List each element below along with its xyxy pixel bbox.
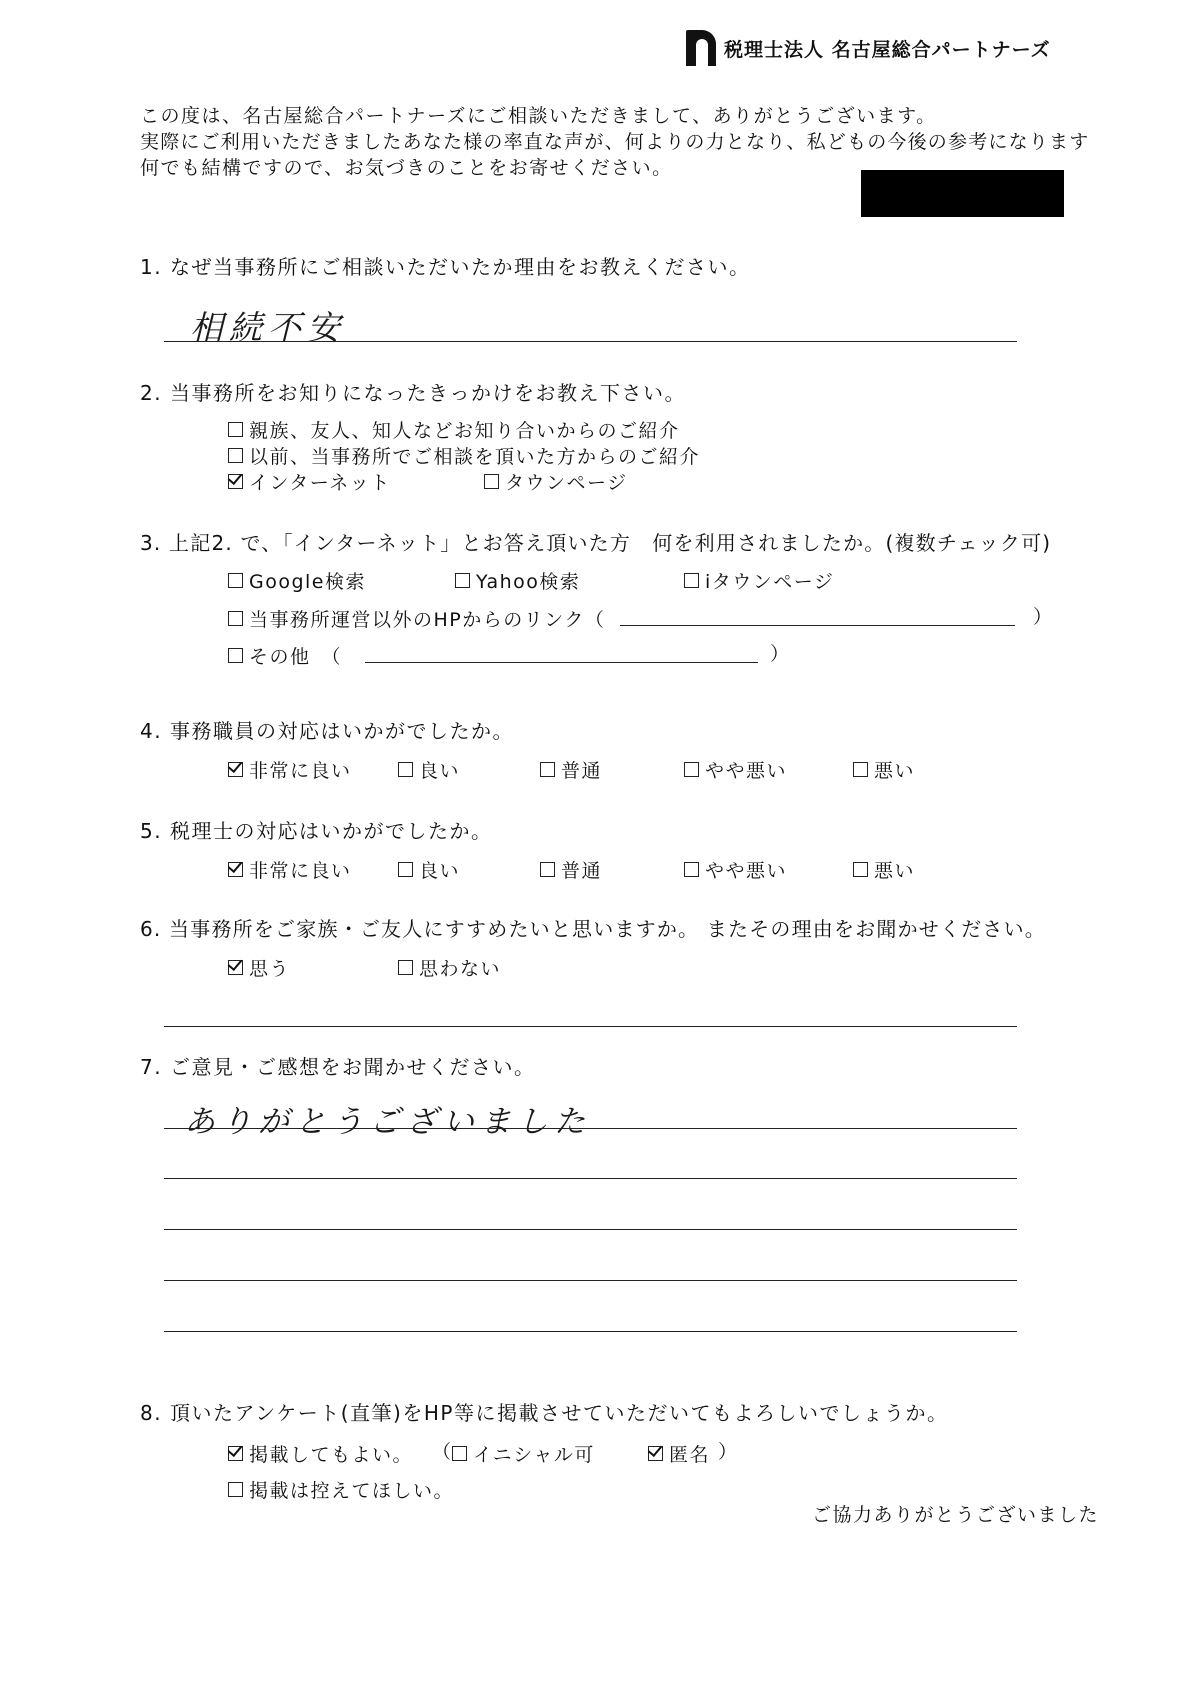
firm-name: 税理士法人 名古屋総合パートナーズ bbox=[724, 38, 1051, 61]
q4-option-bad[interactable] bbox=[853, 756, 915, 783]
q3-option-label: Yahoo検索 bbox=[476, 571, 581, 593]
q2-checkbox-townpage[interactable] bbox=[484, 474, 499, 489]
q4-checkbox-somewhat-bad[interactable] bbox=[684, 762, 699, 777]
q5-option-label: 良い bbox=[419, 860, 461, 882]
q8-close-paren: ） bbox=[718, 1441, 739, 1463]
q8-option-label: 匿名 bbox=[669, 1444, 711, 1466]
q5-checkbox-good[interactable] bbox=[398, 862, 413, 877]
q8-option-anonymous[interactable] bbox=[648, 1440, 710, 1467]
q8-label: 8. 頂いたアンケート(直筆)をHP等に掲載させていただいてもよろしいでしょうか。 bbox=[140, 1401, 949, 1425]
q5-option-good[interactable] bbox=[398, 856, 460, 883]
q7-handwritten-answer: ありがとうございました bbox=[184, 1104, 591, 1140]
q8-checkbox-initials[interactable] bbox=[452, 1446, 467, 1461]
q4-checkbox-excellent[interactable] bbox=[228, 762, 243, 777]
q3-option-label: 当事務所運営以外のHPからのリンク（ bbox=[249, 609, 606, 631]
q2-option-label: インターネット bbox=[249, 472, 391, 494]
q6-checkbox-no[interactable] bbox=[398, 960, 413, 975]
q2-option-internet[interactable] bbox=[228, 468, 391, 495]
q5-checkbox-average[interactable] bbox=[540, 862, 555, 877]
q5-checkbox-bad[interactable] bbox=[853, 862, 868, 877]
q3-option-itownpage[interactable] bbox=[684, 567, 834, 594]
q5-option-label: 悪い bbox=[874, 860, 916, 882]
q5-option-bad[interactable] bbox=[853, 856, 915, 883]
q8-checkbox-allow[interactable] bbox=[228, 1446, 243, 1461]
q8-option-decline[interactable] bbox=[228, 1476, 454, 1503]
q4-label: 4. 事務職員の対応はいかがでしたか。 bbox=[140, 719, 514, 743]
q3-option-label: iタウンページ bbox=[705, 571, 835, 593]
q3-option-label: Google検索 bbox=[249, 571, 367, 593]
q2-label: 2. 当事務所をお知りになったきっかけをお教え下さい。 bbox=[140, 381, 686, 405]
q7-answer-line-1[interactable] bbox=[164, 1128, 1017, 1129]
q6-checkbox-yes[interactable] bbox=[228, 960, 243, 975]
q6-reason-line[interactable] bbox=[164, 1026, 1017, 1027]
q3-checkbox-itownpage[interactable] bbox=[684, 573, 699, 588]
q4-option-excellent[interactable] bbox=[228, 756, 352, 783]
q4-option-label: 普通 bbox=[561, 760, 603, 782]
q6-option-label: 思う bbox=[249, 958, 291, 980]
q8-option-label: イニシャル可 bbox=[473, 1444, 595, 1466]
q4-option-somewhat-bad[interactable] bbox=[684, 756, 787, 783]
q5-option-label: 普通 bbox=[561, 860, 603, 882]
q3-option-yahoo[interactable] bbox=[455, 567, 580, 594]
q2-option-label: タウンページ bbox=[505, 472, 628, 494]
q3-checkbox-yahoo[interactable] bbox=[455, 573, 470, 588]
q3-option-google[interactable] bbox=[228, 567, 366, 594]
q5-option-somewhat-bad[interactable] bbox=[684, 856, 787, 883]
q4-option-label: 悪い bbox=[874, 760, 916, 782]
intro-line-2: 実際にご利用いただきましたあなた様の率直な声が、何よりの力となり、私どもの今後の参考になります bbox=[140, 131, 1090, 153]
q2-checkbox-referral[interactable] bbox=[228, 448, 243, 463]
firm-header bbox=[686, 30, 1051, 66]
q7-answer-line-2[interactable] bbox=[164, 1178, 1017, 1179]
intro-line-3: 何でも結構ですので、お気づきのことをお寄せください。 bbox=[140, 157, 673, 179]
q4-checkbox-good[interactable] bbox=[398, 762, 413, 777]
q6-label: 6. 当事務所をご家族・ご友人にすすめたいと思いますか。 またその理由をお聞かせください。 bbox=[140, 917, 1046, 941]
q3-close-paren-1: ） bbox=[1033, 606, 1054, 628]
q5-option-label: やや悪い bbox=[705, 860, 788, 882]
q3-option-other[interactable] bbox=[228, 642, 342, 669]
q7-answer-line-4[interactable] bbox=[164, 1280, 1017, 1281]
q2-option-label: 以前、当事務所でご相談を頂いた方からのご紹介 bbox=[249, 446, 701, 468]
q8-option-label: 掲載は控えてほしい。 bbox=[249, 1480, 455, 1502]
q5-option-label: 非常に良い bbox=[249, 860, 352, 882]
q3-checkbox-other[interactable] bbox=[228, 648, 243, 663]
footer-thanks: ご協力ありがとうございました bbox=[812, 1504, 1100, 1526]
q7-label: 7. ご意見・ご感想をお聞かせください。 bbox=[140, 1055, 536, 1079]
q8-option-label: 掲載してもよい。 bbox=[249, 1444, 414, 1466]
q2-checkbox-relatives[interactable] bbox=[228, 422, 243, 437]
q5-option-average[interactable] bbox=[540, 856, 602, 883]
q6-option-label: 思わない bbox=[419, 958, 502, 980]
q6-option-no[interactable] bbox=[398, 954, 501, 981]
q2-option-referral[interactable] bbox=[228, 442, 700, 469]
q5-checkbox-somewhat-bad[interactable] bbox=[684, 862, 699, 877]
q3-label: 3. 上記2. で、「インターネット」とお答え頂いた方 何を利用されましたか。(複数チェック可) bbox=[140, 531, 1052, 555]
q6-option-yes[interactable] bbox=[228, 954, 290, 981]
q8-option-allow[interactable] bbox=[228, 1440, 413, 1467]
q7-answer-line-5[interactable] bbox=[164, 1331, 1017, 1332]
q8-open-paren: （ bbox=[432, 1441, 453, 1463]
redacted-name-block bbox=[861, 170, 1064, 217]
q3-external-link-input-line[interactable] bbox=[620, 625, 1015, 626]
q4-checkbox-bad[interactable] bbox=[853, 762, 868, 777]
q4-option-good[interactable] bbox=[398, 756, 460, 783]
q1-handwritten-answer: 相続不安 bbox=[190, 308, 346, 347]
q2-option-label: 親族、友人、知人などお知り合いからのご紹介 bbox=[249, 420, 680, 442]
q3-checkbox-google[interactable] bbox=[228, 573, 243, 588]
q8-checkbox-decline[interactable] bbox=[228, 1482, 243, 1497]
q8-option-initials[interactable] bbox=[452, 1440, 595, 1467]
q7-answer-line-3[interactable] bbox=[164, 1229, 1017, 1230]
q5-checkbox-excellent[interactable] bbox=[228, 862, 243, 877]
q1-answer-line bbox=[164, 341, 1017, 342]
q4-option-average[interactable] bbox=[540, 756, 602, 783]
q5-option-excellent[interactable] bbox=[228, 856, 352, 883]
q3-other-input-line[interactable] bbox=[365, 662, 758, 663]
q3-checkbox-external-link[interactable] bbox=[228, 611, 243, 626]
q4-checkbox-average[interactable] bbox=[540, 762, 555, 777]
q2-option-townpage[interactable] bbox=[484, 468, 628, 495]
building-arch-icon bbox=[686, 30, 716, 66]
q3-option-label: その他 （ bbox=[249, 646, 343, 668]
q2-checkbox-internet[interactable] bbox=[228, 474, 243, 489]
q1-label: 1. なぜ当事務所にご相談いただいたか理由をお教えください。 bbox=[140, 255, 751, 279]
intro-line-1: この度は、名古屋総合パートナーズにご相談いただきまして、ありがとうございます。 bbox=[140, 105, 937, 127]
q4-option-label: 非常に良い bbox=[249, 760, 352, 782]
q4-option-label: 良い bbox=[419, 760, 461, 782]
q2-option-relatives[interactable] bbox=[228, 416, 680, 443]
q4-option-label: やや悪い bbox=[705, 760, 788, 782]
q3-option-external-link[interactable] bbox=[228, 605, 605, 632]
q3-close-paren-2: ） bbox=[770, 643, 791, 665]
q5-label: 5. 税理士の対応はいかがでしたか。 bbox=[140, 819, 493, 843]
q8-checkbox-anonymous[interactable] bbox=[648, 1446, 663, 1461]
